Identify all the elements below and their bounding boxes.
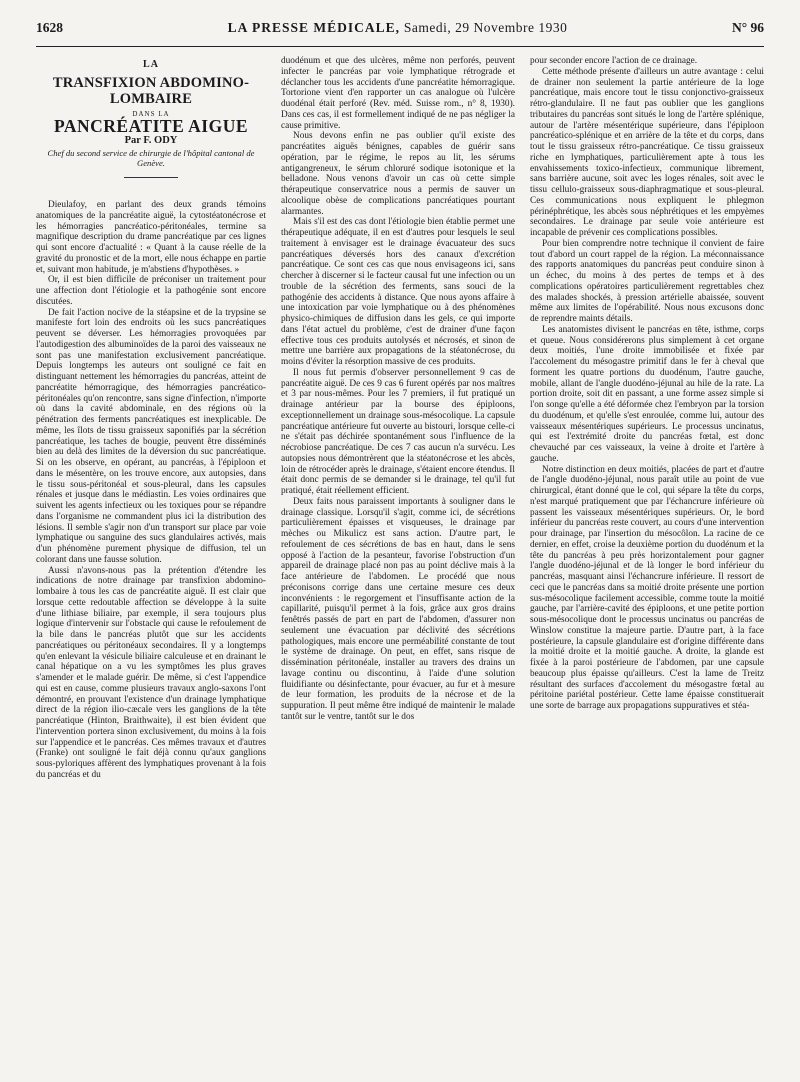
column-2 <box>281 56 515 1071</box>
paragraph: Mais s'il est des cas dont l'étiologie bien établie permet une thérapeutique adéquate, il en est d'autres pour lesquels le seul traitement à envisager est le drainage évacuateur des sucs pancréatiques déversés hors des canaux d'excrétion pancréatique. Ce sont ces cas que nous envisageons ici, sans chercher à discerner si le facteur causal fut une infection ou un trouble de la sécrétion des ferments, sans souci de la pathogénie des accidents à distance. Que nous ayons affaire à une intoxication par voie lymphatique ou à des phénomènes physico-chimiques de diffusion dans les gels, ce qui importe dans l'état actuel du problème, c'est de drainer d'une façon effective tous ces produits autolysés et nécrosés, et sinon de mettre une barrière aux propagations de la stéatonécrose, du moins d'éviter la résorption massive de ces produits. <box>281 217 515 367</box>
paragraph: Il nous fut permis d'observer personnellement 9 cas de pancréatite aiguë. De ces 9 cas 6 furent opérés par nos maîtres et 3 par nous-mêmes. Pour les 7 premiers, il fut pratiqué un drainage antérieur par la bourse des épiploons, exceptionnellement un drainage sous-mésocolique. La capsule pancréatique antérieure fut ouverte au bistouri, lorsque celle-ci ne s'était pas déchirée spontanément sous l'influence de la nécrobiose pancréatique. De ces 7 cas aucun n'a survécu. Les autopsies nous démontrèrent que la stéatonécrose et les abcès, loin de rétrocéder après le drainage, s'étaient encore étendus. Il était donc permis de se demander si le drainage, tel qu'il fut pratiqué, était réellement efficient. <box>281 367 515 496</box>
title-kicker: LA <box>143 59 159 70</box>
journal-name: LA PRESSE MÉDICALE, <box>227 20 401 35</box>
paragraph: Cette méthode présente d'ailleurs un autre avantage : celui de drainer non seulement la partie antérieure de la loge pancréatique, mais encore tout le tissu conjonctivo-graisseux rétro-glandulaire. Il ne faut pas oublier que les ganglions tributaires du pancréas sont situés le long de l'artère splénique, autour de l'artère mésentérique supérieure, dans l'épiploon pancréatico-splénique et en arrière de la tête et du corps, dans tout le tissu graisseux rétro-pancréatique. Ce tissu graisseux riche en lymphatiques, particulièrement apte à tous les envahissements toxico-infectieux, communique librement, sans barrière aucune, soit avec les loges rénales, soit avec le tissu cellulo-graisseux sous-diaphragmatique et sous-pleural. Ces communications nous expliquent le phlegmon périnéphrétique, les abcès sous néphrétiques et les empyèmes secondaires. Le drainage par seule voie antérieure est incapable de prévenir ces complications possibles. <box>530 66 764 238</box>
paragraph: De fait l'action nocive de la stéapsine et de la trypsine se manifeste fort loin des endroits où les sucs pancréatiques peuvent se déverser. Les hémorragies provoquées par l'autodigestion des albuminoïdes de la paroi des vaisseaux ne sont pas une manifestation exclusivement pancréatique. Depuis longtemps les auteurs ont souligné ce fait en distinguant nettement les hémorragies du pancréas, atteint de pancréatite hémorragique, des hémorragies pancréatico-péritonéales qu'on rencontre, sans signe d'infection, n'importe où dans la cavité abdominale, en des régions où la pénétration des ferments pancréatiques est inexplicable. De même, les îlots de tissu graisseux saponifiés par la sécrétion pancréatique, les taches de bougie, peuvent être disséminés bien au delà des limites de la déversion du suc pancréatique. Si on les observe, en opérant, au pancréas, à l'épiploon et dans le mésentère, on les trouve encore, aux autopsies, dans le tissu sous-péritonéal et sous-pleural, dans les capsules rénales et jusque dans le médiastin. Les voies ordinaires que suivent les agents infectieux ou les toxiques pour se répandre dans l'organisme ne commandent plus ici la distribution des lésions. Il semble s'agir non d'un transport sur place par voie lymphatique ou sanguine des sucs glandulaires activés, mais d'un phénomène purement physique de diffusion, tel un colorant dans une fausse solution. <box>36 307 266 565</box>
page-number: 1628 <box>36 20 63 35</box>
column-3 <box>530 56 764 1071</box>
paragraph: Deux faits nous paraissent importants à souligner dans le drainage classique. Lorsqu'il s'agit, comme ici, de sécrétions particulièrement épaisses et visqueuses, le drainage par mèches ou Mikulicz est sans action. D'autre part, le refoulement de ces sécrétions de bas en haut, dans le sens opposé à l'action de la pesanteur, favorise l'obstruction d'un appareil de drainage placé non pas au point déclive mais à la face antérieure de l'abdomen. Le procédé que nous préconisons corrige dans une certaine mesure ces deux inconvénients : le regorgement et l'insuffisante action de la capillarité, puisqu'il permet à la fois, grâce aux gros drains fenêtrés passés de part en part de l'abdomen, d'assurer non seulement une évacuation par déclivité des sécrétions pathologiques, mais encore une perméabilité constante de tout le système de drainage. On peut, en effet, sans risque de dissémination péritonéale, installer au travers des drains un lavage continu ou discontinu, à l'aide d'une solution fluidifiante ou désinfectante, pour évacuer, au fur et à mesure de leur formation, les produits de la nécrose et de la suppuration. Il peut même être indiqué de maintenir le malade tantôt sur le ventre, tantôt sur le dos <box>281 496 515 722</box>
article-title-block <box>36 60 266 178</box>
paragraph: Dieulafoy, en parlant des deux grands témoins anatomiques de la pancréatite aiguë, la cytostéatonécrose et les hémorragies pancréatico-péritonéales, termine sa magnifique description du drame pancréatique par ces lignes qui sont encore d'actualité : « Quant à la cause réelle de la gravité du pronostic et de la mort, elle nous échappe en partie et, suivant mon habitude, je m'abstiens d'hypothèses. » <box>36 200 266 275</box>
title-connector: DANS LA <box>132 109 170 118</box>
page-header <box>36 20 764 47</box>
article-title: TRANSFIXION ABDOMINO-LOMBAIRE <box>52 74 250 107</box>
paragraph: Notre distinction en deux moitiés, placées de part et d'autre de l'angle duodéno-jéjunal, nous paraît utile au point de vue chirurgical, étant donné que le col, qui sépare la tête du corps, n'est marqué pratiquement que par l'échancrure inférieure où passent les vaisseaux mésentériques supérieurs. Or, le bord inférieur du pancréas reste couvert, au cours d'une intervention pour drainage, par l'insertion du mésocôlon. La racine de ce dernier, en effet, croise la deuxième portion du duodénum et la tête du pancréas à peu près horizontalement pour gagner l'angle duodéno-jéjunal et de là longer le bord inférieur du pancréas, masquant ainsi l'échancrure inférieure. Il ressort de ceci que le pancréas dans sa moitié droite présente une portion sus-mésocolique facilement accessible, comme toute la moitié gauche, par l'arrière-cavité des épiploons, et une petite portion sous-mésocolique dont le processus uncinatus ou pancréas de Winslow constitue la majeure partie. D'autre part, à la face postérieure, la capsule glandulaire est d'origine différente dans la moitié droite et la moitié gauche. A droite, la glande est fixée à la paroi postérieure de l'abdomen, par une capsule beaucoup plus épaisse qu'ailleurs. C'est la lame de Treitz résultant des surfaces d'accolement du mésogastre fœtal au péritoine pariétal postérieur. Cette lame épaisse constituerait une sorte de barrage aux propagations suppuratives et stéa- <box>530 464 764 711</box>
column-1 <box>36 56 266 1071</box>
paragraph: pour seconder encore l'action de ce drainage. <box>530 56 698 66</box>
issue-number: N° 96 <box>731 20 764 35</box>
journal-masthead <box>228 20 568 36</box>
paragraph: Aussi n'avons-nous pas la prétention d'étendre les indications de notre drainage par transfixion abdomino-lombaire à tous les cas de pancréatite aiguë. Il est clair que lorsque cette redoutable affection se développe à la suite d'une lithiase biliaire, par exemple, il sera toujours plus logique d'intervenir sur l'obstacle qui cause le refoulement de la bile dans le pancréas plutôt que sur les accidents pancréatiques ou péritonéaux secondaires. Il y a longtemps qu'en enlevant la vésicule biliaire calculeuse et en drainant le canal hépatique on a vu les symptômes les plus graves s'amender et le malade guérir. De même, si c'est l'appendice qui est en cause, comme plusieurs travaux anglo-saxons l'ont démontré, en prouvant l'existence d'un drainage lymphatique direct de la région ilio-cæcale vers les ganglions de la tête pancréatique (Hinton, Braithwaite), il est bien évident que l'intervention portera sinon exclusivement, du moins à la fois sur l'appendice et le pancréas. Ces mêmes travaux et d'autres (Franke) ont souligné le fait déjà connu qu'aux ganglions sous-pyloriques affèrent des lymphatiques provenant à la fois du pancréas et du <box>36 565 266 780</box>
paragraph: Pour bien comprendre notre technique il convient de faire tout d'abord un court rappel de la région. La méconnaissance des rapports anatomiques du pancréas peut conduire sinon à un échec, du moins à des pertes de temps et à des complications opératoires particulièrement regrettables chez des malades shockés, à pression artérielle abaissée, souvent même aux limites de l'opérabilité. Nous nous excusons donc de reprendre maints détails. <box>530 238 764 324</box>
article-body <box>36 56 764 1071</box>
article-subtitle: PANCRÉATITE AIGUE <box>53 115 249 136</box>
paragraph: Les anatomistes divisent le pancréas en tête, isthme, corps et queue. Nous considérerons plus simplement à cet organe deux moitiés, l'une droite immobilisée et fixée par l'accolement du mésogastre primitif dans le fer à cheval que forment les quatre portions du duodénum, l'autre gauche, mobile, allant de l'angle duodéno-jéjunal au hile de la rate. La portion droite, soit dit en passant, a une forme assez simple si l'on songe qu'elle a été déformée chez l'embryon par la torsion du duodénum, et qu'elle s'est enroulée, comme lui, autour des vaisseaux mésentériques supérieurs. Le processus uncinatus, qui est l'extrémité droite du pancréas fœtal, est donc chevauché par ces vaisseaux, la veine à droite et l'artère à gauche. <box>530 324 764 464</box>
title-divider <box>124 177 178 178</box>
author-affiliation: Chef du second service de chirurgie de l'hôpital cantonal de Genève. <box>47 148 255 168</box>
paragraph: Or, il est bien difficile de préconiser un traitement pour une affection dont l'étiologie et la pathogénie sont encore discutées. <box>36 275 266 307</box>
paragraph: Nous devons enfin ne pas oublier qu'il existe des pancréatites aiguës bénignes, capables de guérir sans opération, par le régime, le repos au lit, les sérums antigangreneux, le sérum chloruré sodique isotonique et la belladone. Nous venons d'avoir un cas où cette simple thérapeutique conservatrice nous a permis de sauver un alcoolique obèse de complications pancréatiques pourtant alarmantes. <box>281 131 515 217</box>
paragraph: duodénum et que des ulcères, même non perforés, peuvent infecter le pancréas par voie lymphatique rétrograde et déclancher tous les accidents d'une pancréatite hémorragique. Tortorione vient d'en rapporter un cas analogue où l'ulcère duodénal était perforé (Rev. méd. Suisse rom., n° 8, 1930). Dans ces cas, il est formellement indiqué de ne pas négliger la cause primitive. <box>281 56 515 131</box>
issue-date: Samedi, 29 Novembre 1930 <box>403 20 568 35</box>
author-byline: Par F. ODY <box>124 135 178 147</box>
